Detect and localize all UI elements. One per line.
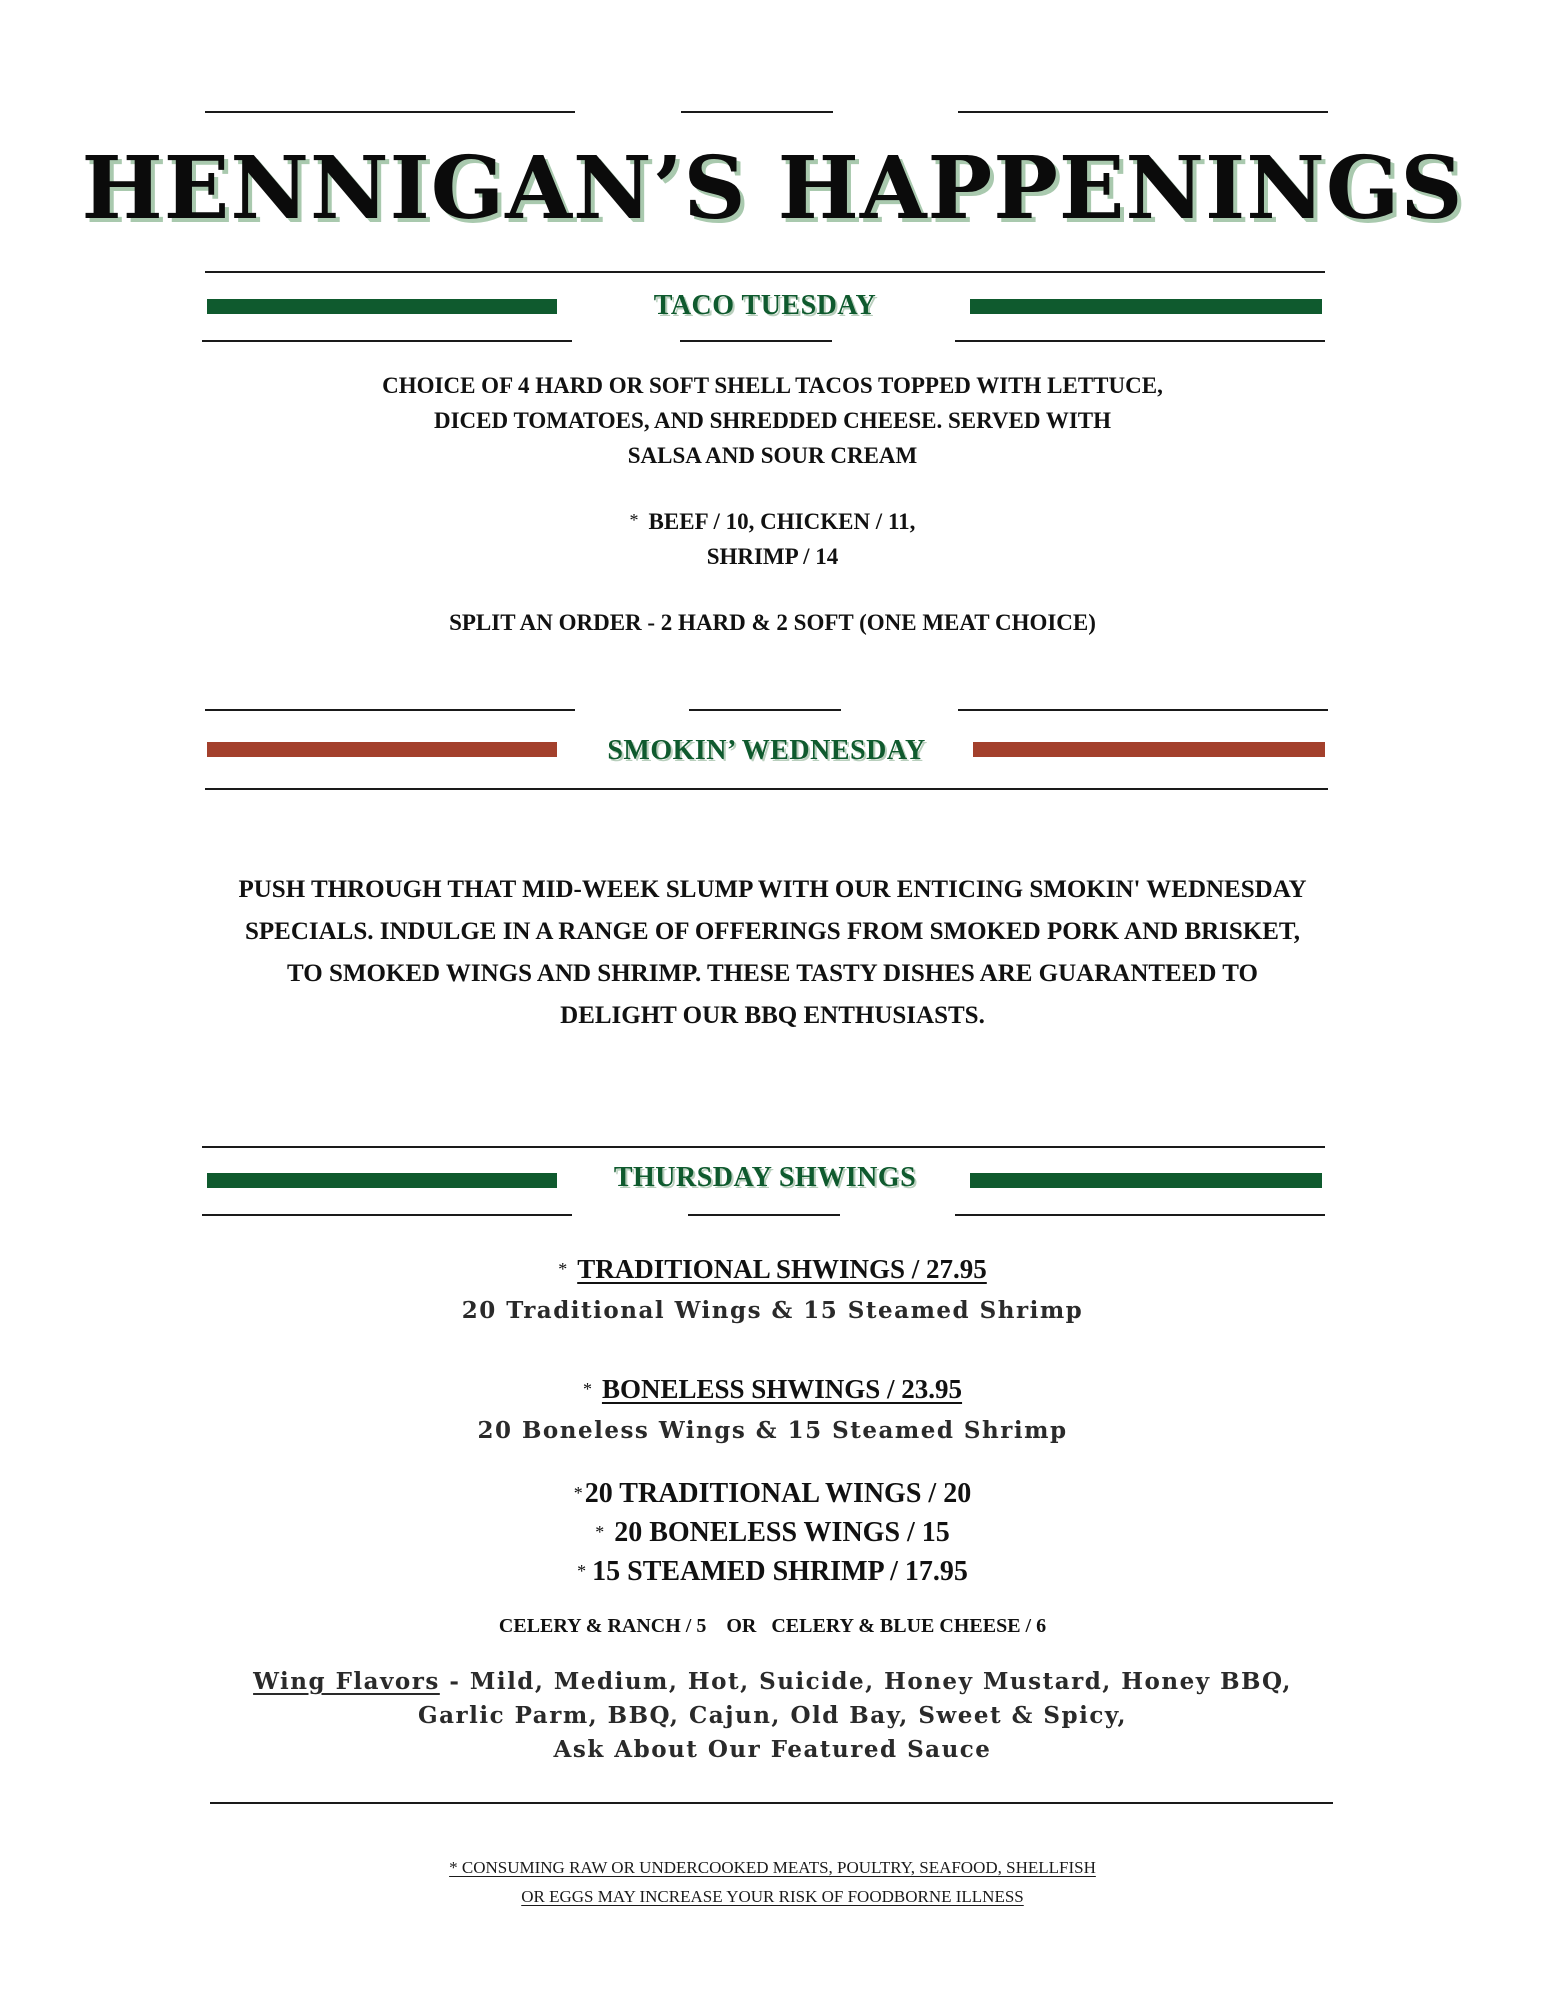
taco-price-beef-chicken: BEEF / 10, CHICKEN / 11,	[648, 509, 916, 534]
star-marker: *	[573, 1483, 583, 1503]
taco-bottom-rule-right	[955, 340, 1325, 342]
disclaimer-line-2: OR EGGS MAY INCREASE YOUR RISK OF FOODBORNE ILLNESS	[521, 1887, 1024, 1906]
page-title: HENNIGAN’S HAPPENINGS	[81, 138, 1464, 239]
star-marker: *	[577, 1561, 587, 1581]
smokin-description	[0, 869, 1545, 1037]
wing-flavors-line-1	[0, 1665, 1545, 1699]
taco-bottom-rule-left	[202, 340, 572, 342]
boneless-shwings-title	[0, 1374, 1545, 1405]
taco-prices	[0, 503, 1545, 574]
taco-bottom-rule-center	[680, 340, 832, 342]
thursday-bottom-rule-center	[688, 1214, 840, 1216]
wing-flavors	[0, 1665, 1545, 1767]
smokin-wednesday-heading: SMOKIN’ WEDNESDAY	[607, 735, 926, 766]
smokin-line-1: PUSH THROUGH THAT MID-WEEK SLUMP WITH OUR ENTICING SMOKIN' WEDNESDAY	[238, 876, 1307, 903]
title-top-rule-right	[958, 111, 1328, 113]
footer-rule	[210, 1802, 1333, 1804]
wing-flavors-line-3: Ask About Our Featured Sauce	[553, 1736, 992, 1763]
taco-price-shrimp: SHRIMP / 14	[706, 544, 839, 569]
ala-carte-steamed-shrimp: 15 STEAMED SHRIMP / 17.95	[592, 1556, 968, 1587]
ala-carte-traditional-wings: 20 TRADITIONAL WINGS / 20	[584, 1478, 972, 1509]
wing-flavors-label: Wing Flavors	[253, 1668, 440, 1695]
star-marker: *	[629, 510, 639, 530]
disclaimer-line-1: * CONSUMING RAW OR UNDERCOOKED MEATS, POULTRY, SEAFOOD, SHELLFISH	[449, 1858, 1096, 1877]
smokin-line-4: DELIGHT OUR BBQ ENTHUSIASTS.	[560, 1002, 985, 1029]
traditional-shwings-title	[0, 1254, 1545, 1285]
taco-desc-line-2: DICED TOMATOES, AND SHREDDED CHEESE. SERVED WITH	[433, 408, 1112, 433]
taco-price-line-1	[0, 503, 1545, 539]
taco-bar-right	[970, 299, 1322, 314]
ala-carte-list	[0, 1474, 1545, 1591]
smokin-bar-right	[973, 742, 1325, 757]
thursday-bar-left	[207, 1173, 557, 1188]
smokin-bottom-rule	[205, 788, 1328, 790]
thursday-bottom-rule-right	[955, 1214, 1325, 1216]
title-top-rule-center	[681, 111, 833, 113]
celery-sides: CELERY & RANCH / 5 OR CELERY & BLUE CHEESE / 6	[498, 1615, 1047, 1637]
boneless-shwings-desc: 20 Boneless Wings & 15 Steamed Shrimp	[477, 1417, 1068, 1444]
smokin-top-rule-center	[689, 709, 841, 711]
taco-bar-left	[207, 299, 557, 314]
traditional-shwings-label: TRADITIONAL SHWINGS / 27.95	[577, 1254, 987, 1284]
taco-desc-line-3: SALSA AND SOUR CREAM	[627, 443, 918, 468]
taco-desc-line-1: CHOICE OF 4 HARD OR SOFT SHELL TACOS TOPPED WITH LETTUCE,	[382, 373, 1163, 398]
boneless-shwings-label: BONELESS SHWINGS / 23.95	[601, 1374, 963, 1404]
ala-carte-item	[0, 1513, 1545, 1552]
taco-description	[0, 368, 1545, 473]
wing-flavors-list-1: - Mild, Medium, Hot, Suicide, Honey Mustard, Honey BBQ,	[439, 1668, 1292, 1695]
thursday-shwings-heading: THURSDAY SHWINGS	[613, 1162, 917, 1193]
star-marker: *	[595, 1522, 605, 1542]
thursday-top-rule	[202, 1146, 1325, 1148]
taco-split-order: SPLIT AN ORDER - 2 HARD & 2 SOFT (ONE MEAT CHOICE)	[449, 610, 1096, 635]
ala-carte-boneless-wings: 20 BONELESS WINGS / 15	[614, 1517, 950, 1548]
smokin-line-3: TO SMOKED WINGS AND SHRIMP. THESE TASTY DISHES ARE GUARANTEED TO	[287, 960, 1258, 987]
title-top-rule-left	[205, 111, 575, 113]
smokin-top-rule-left	[205, 709, 575, 711]
wing-flavors-line-2: Garlic Parm, BBQ, Cajun, Old Bay, Sweet & Spicy,	[417, 1702, 1128, 1729]
smokin-bar-left	[207, 742, 557, 757]
star-marker: *	[582, 1379, 592, 1399]
thursday-bottom-rule-left	[202, 1214, 572, 1216]
star-marker: *	[558, 1259, 568, 1279]
ala-carte-item	[0, 1474, 1545, 1513]
taco-top-rule	[205, 271, 1325, 273]
food-safety-disclaimer	[0, 1853, 1545, 1911]
traditional-shwings-desc: 20 Traditional Wings & 15 Steamed Shrimp	[461, 1297, 1084, 1324]
taco-tuesday-heading: TACO TUESDAY	[653, 290, 877, 321]
smokin-line-2: SPECIALS. INDULGE IN A RANGE OF OFFERINGS FROM SMOKED PORK AND BRISKET,	[245, 918, 1300, 945]
ala-carte-item	[0, 1552, 1545, 1591]
thursday-bar-right	[970, 1173, 1322, 1188]
smokin-top-rule-right	[958, 709, 1328, 711]
